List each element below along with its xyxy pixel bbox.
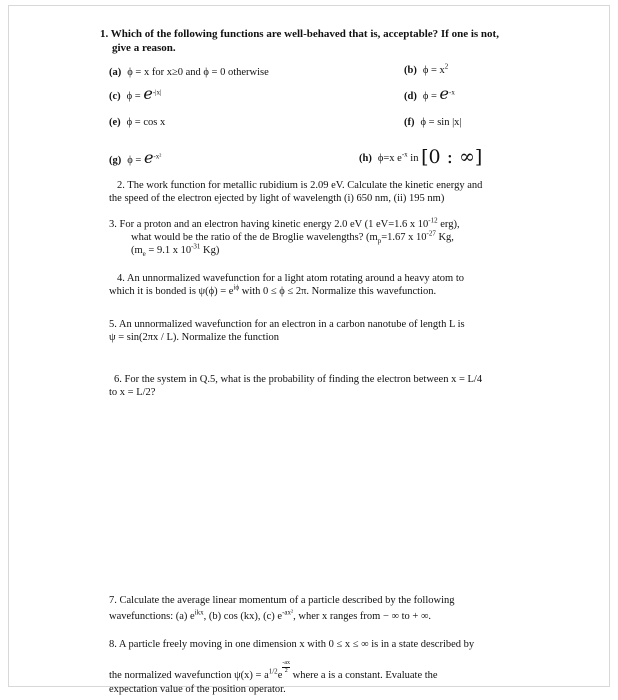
text-segment: wavefunctions: (a) e [109,611,195,623]
question-2-line-1: 2. The work function for metallic rubidium is 2.09 eV. Calculate the kinetic energy and [117,180,483,191]
option-h [359,146,482,170]
option-c-sup: -|x| [152,88,162,97]
option-f-text: ϕ = sin |x| [420,117,462,128]
text-segment: the normalized wavefunction ψ(x) = a [109,670,269,682]
text-segment: -ax [282,660,291,667]
text-segment: -12 [428,216,438,225]
option-g-label: (g) [109,155,122,166]
option-g-base: e [143,148,154,167]
option-d-label: (d) [404,91,417,102]
question-4-line-2 [109,285,579,298]
question-4 [109,272,579,298]
option-e [109,116,165,129]
option-e-text: ϕ = cos x [126,117,166,128]
option-f [404,116,462,129]
question-6-line-2: to x = L/2? [109,387,156,399]
question-3-line-3 [109,244,579,257]
option-h-tail: in [407,153,422,164]
text-segment: ikx [194,608,204,617]
question-6 [109,373,579,399]
text-segment: what would be the ratio of the de Broglie wavelengths? (m [131,232,378,244]
text-segment: where a is a constant. Evaluate the [290,670,438,682]
question-3-line-2 [109,231,579,244]
option-d-text: ϕ = [422,91,440,102]
question-7-line-1: 7. Calculate the average linear momentum of a particle described by the following [109,595,455,606]
question-5 [109,318,579,344]
question-1-line-2: give a reason. [112,41,176,54]
option-c [109,84,161,104]
text-segment: 2 [284,668,288,675]
question-7-line-2 [109,610,589,623]
option-b-text: ϕ = x [422,65,445,76]
text-segment: 3. For a proton and an electron having kinetic energy 2.0 eV (1 eV=1.6 x 10 [109,219,429,230]
option-b-label: (b) [404,65,417,76]
question-3-line-1 [109,218,579,231]
text-segment: (m [131,245,143,257]
question-2-line-2: the speed of the electron ejected by light of wavelength (i) 650 nm, (ii) 195 nm) [109,193,445,205]
question-6-line-1: 6. For the system in Q.5, what is the probability of finding the electron between x = L/4 [114,374,483,385]
option-b-sup: 2 [444,62,449,71]
question-5-line-2: ψ = sin(2πx / L). Normalize the function [109,332,280,344]
text-segment: e [277,670,283,682]
text-segment: , wher x ranges from − ∞ to + ∞. [293,611,432,623]
text-segment: erg), [437,219,460,230]
text-segment: p [377,237,382,246]
question-8 [109,638,589,698]
text-segment: , (b) cos (kx), (c) e [203,611,283,623]
text-segment: -27 [426,229,436,238]
option-f-label: (f) [404,117,415,128]
text-segment: e [142,250,146,259]
option-a [109,66,269,79]
option-h-sup: -x [401,150,408,159]
question-2 [109,179,579,205]
exponent-fraction [282,660,290,675]
question-3 [109,218,579,257]
question-8-line-2 [109,660,589,683]
option-h-label: (h) [359,153,372,164]
option-a-label: (a) [109,67,122,78]
option-d-base: e [439,84,450,103]
option-g [109,148,161,168]
text-segment: =1.67 x 10 [381,232,427,244]
question-1 [100,28,540,56]
option-h-text: ϕ=x e [377,153,402,164]
option-c-text: ϕ = [126,91,144,102]
question-8-line-3: expectation value of the position operator. [109,684,286,696]
text-segment: Kg) [200,245,220,257]
option-c-label: (c) [109,91,121,102]
text-segment: with 0 ≤ ϕ ≤ 2π. Normalize this wavefunction. [239,286,437,298]
text-segment: Kg, [435,232,454,244]
text-segment: which it is bonded is ψ(ϕ) = e [109,286,234,298]
text-segment: -31 [191,242,201,251]
option-a-text: ϕ = x for x≥0 and ϕ = 0 otherwise [127,67,269,78]
option-d [404,84,455,104]
option-c-base: e [143,84,153,103]
question-8-line-1: 8. A particle freely moving in one dimension x with 0 ≤ x ≤ ∞ is in a state described by [109,639,475,650]
problem-sheet [8,5,610,696]
question-7 [109,594,589,623]
option-e-label: (e) [109,117,121,128]
option-g-text: ϕ = [127,155,144,166]
text-segment: -ax² [282,608,294,617]
question-5-line-1: 5. An unnormalized wavefunction for an electron in a carbon nanotube of length L is [109,319,465,330]
text-segment: 1/2 [268,667,278,676]
text-segment: iϕ [233,283,240,292]
question-1-line-1: 1. Which of the following functions are well-behaved that is, acceptable? If one is not, [100,28,499,40]
option-b [404,64,448,77]
text-segment: = 9.1 x 10 [145,245,192,257]
option-d-sup: -x [449,88,455,97]
option-h-interval: [0 : ∞] [421,146,483,168]
option-g-sup: -x² [153,152,162,161]
question-4-line-1: 4. An unnormalized wavefunction for a light atom rotating around a heavy atom to [117,273,464,284]
